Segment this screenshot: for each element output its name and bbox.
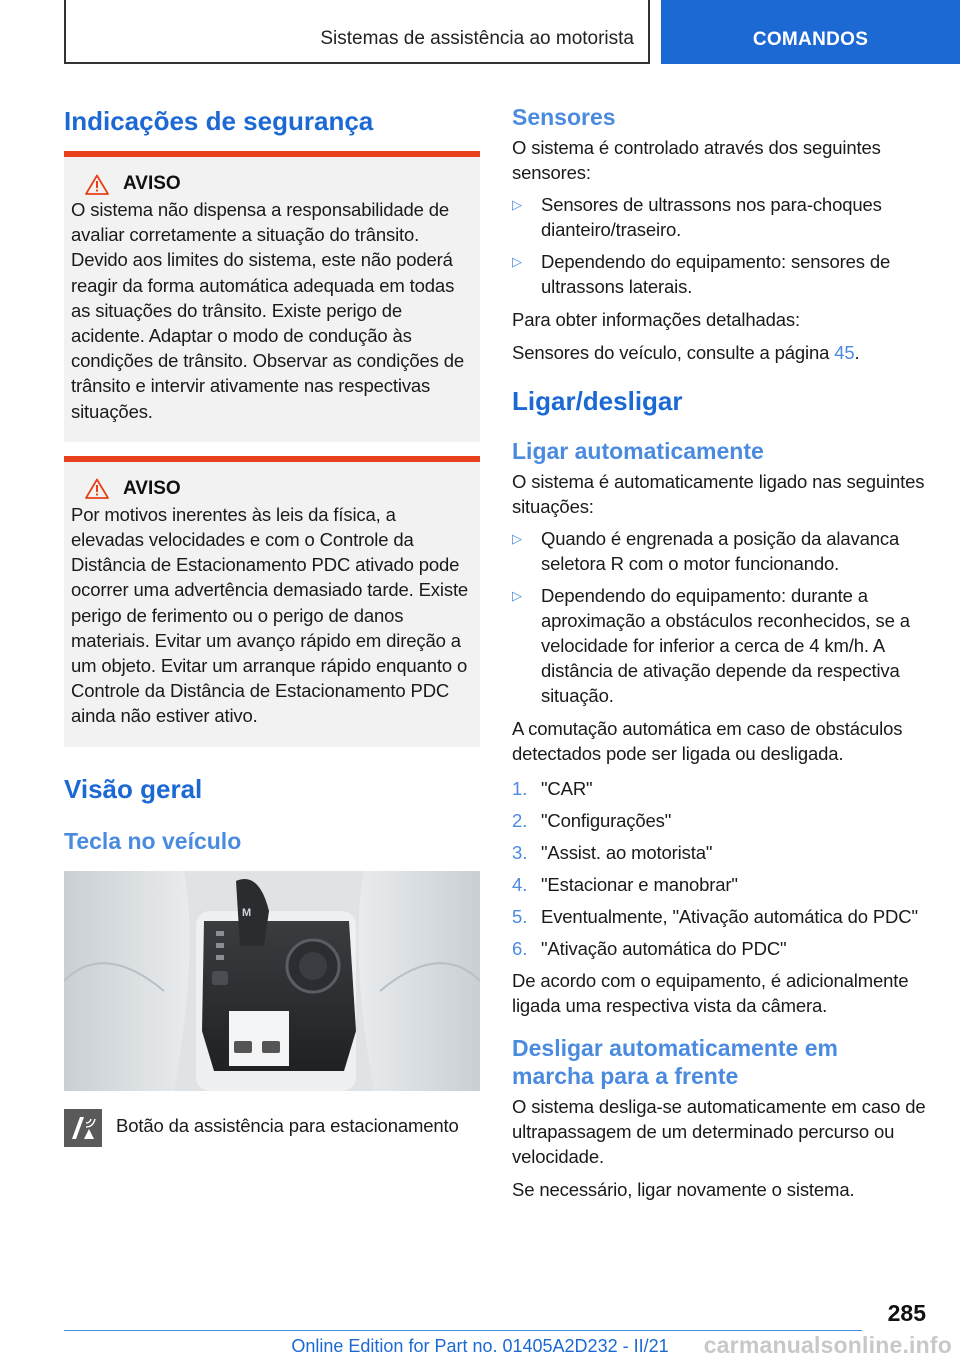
list-item: 2. "Configurações"	[512, 810, 672, 831]
list-item: 3. "Assist. ao motorista"	[512, 842, 713, 863]
more-info-text: Para obter informações detalhadas:	[512, 309, 800, 330]
switch-text: A comutação automática em caso de obstáculos detectados pode ser ligada ou desligada.	[512, 718, 903, 764]
footer-rule	[64, 1330, 862, 1331]
see-page-reference: Sensores do veículo, consulte a página 45.	[512, 342, 860, 363]
watermark: carmanualsonline.info	[703, 1332, 952, 1358]
heading-overview: Visão geral	[64, 773, 203, 804]
page-number: 285	[887, 1300, 926, 1326]
header-section-box	[64, 0, 650, 64]
heading-auto-on: Ligar automaticamente	[512, 438, 764, 464]
park-assist-icon	[64, 1109, 102, 1147]
warning-text: Por motivos inerentes às leis da física, a elevadas velocidades e com o Controle da Distância de Estacionamento PDC ativado pode ocorrer uma advertência demasiado tarde. Existe perigo de ferimento ou o perigo de danos materiais. Evitar um avanço rápido em direção a um objeto. Evitar um arranque rápido enquanto o Controle da Distância de Estacionamento PDC ainda não estiver ativo.	[71, 503, 469, 727]
list-item: 1. "CAR"	[512, 778, 593, 799]
heading-on-off: Ligar/desligar	[512, 386, 683, 416]
photo-brand-label: M	[242, 906, 252, 919]
list-item: ▷ Quando é engrenada a posição da alavanca seletora R com o motor funcionando.	[512, 528, 900, 574]
list-item: 6. "Ativação automática do PDC"	[512, 938, 787, 959]
warning-triangle-icon	[85, 174, 109, 195]
bullet-triangle-icon: ▷	[512, 254, 522, 269]
auto-off-text: O sistema desliga-se automaticamente em caso de ultrapassagem de um determinado percurso ou velocidade.	[512, 1096, 926, 1167]
bullet-triangle-icon: ▷	[512, 531, 522, 546]
warning-box-1	[64, 151, 480, 442]
header-section-title: Sistemas de assistência ao motorista	[320, 28, 634, 49]
left-column	[64, 96, 480, 1147]
center-console-illustration	[64, 871, 480, 1091]
photo-caption	[64, 1109, 480, 1147]
right-column	[512, 96, 926, 1202]
heading-sensors: Sensores	[512, 104, 616, 130]
equip-text: De acordo com o equipamento, é adicionalmente ligada uma respectiva vista da câmera.	[512, 970, 909, 1016]
heading-vehicle-button: Tecla no veículo	[64, 827, 242, 854]
list-item: ▷ Sensores de ultrassons nos para-choques dianteiro/traseiro.	[512, 194, 882, 240]
heading-auto-off: Desligar automaticamente em marcha para a frente	[512, 1035, 838, 1089]
bullet-triangle-icon: ▷	[512, 197, 522, 212]
center-console-photo	[64, 871, 480, 1091]
list-item: 5. Eventualmente, "Ativação automática do PDC"	[512, 906, 918, 927]
page-link[interactable]: 45	[834, 342, 855, 363]
list-item: ▷ Dependendo do equipamento: sensores de ultrassons laterais.	[512, 251, 891, 297]
list-item: ▷ Dependendo do equipamento: durante a aproximação a obstáculos reconhecidos, se a velocidade for inferior a cerca de 4 km/h. A distância de ativação depende da respectiva situação.	[512, 585, 910, 706]
header-chapter-tab	[661, 0, 960, 64]
warning-box-2	[64, 456, 480, 747]
sensor-list	[512, 192, 926, 299]
warning-triangle-icon	[85, 478, 109, 499]
warning-title: AVISO	[123, 173, 181, 194]
sensors-intro: O sistema é controlado através dos seguintes sensores:	[512, 137, 881, 183]
warning-text: O sistema não dispensa a responsabilidade de avaliar corretamente a situação do trânsito. Devido aos limites do sistema, este não poderá reagir da forma automática adequada em todas as situações do trânsito. Existe perigo de acidente. Adaptar o modo de condução às condições de trânsito. Observar as condições de trânsito e intervir ativamente nas respectivas situações.	[71, 199, 464, 422]
restart-text: Se necessário, ligar novamente o sistema.	[512, 1179, 855, 1200]
header-chapter-label: COMANDOS	[752, 29, 869, 50]
bullet-triangle-icon: ▷	[512, 588, 522, 603]
list-item: 4. "Estacionar e manobrar"	[512, 874, 738, 895]
auto-on-list	[512, 526, 926, 708]
heading-safety: Indicações de segurança	[64, 106, 374, 136]
auto-on-intro: O sistema é automaticamente ligado nas seguintes situações:	[512, 471, 925, 517]
settings-steps	[512, 776, 926, 961]
caption-text: Botão da assistência para estacionamento	[116, 1114, 459, 1136]
footer-edition: Online Edition for Part no. 01405A2D232 - II/21	[291, 1336, 669, 1356]
warning-title: AVISO	[123, 477, 181, 499]
page-header	[0, 0, 960, 66]
